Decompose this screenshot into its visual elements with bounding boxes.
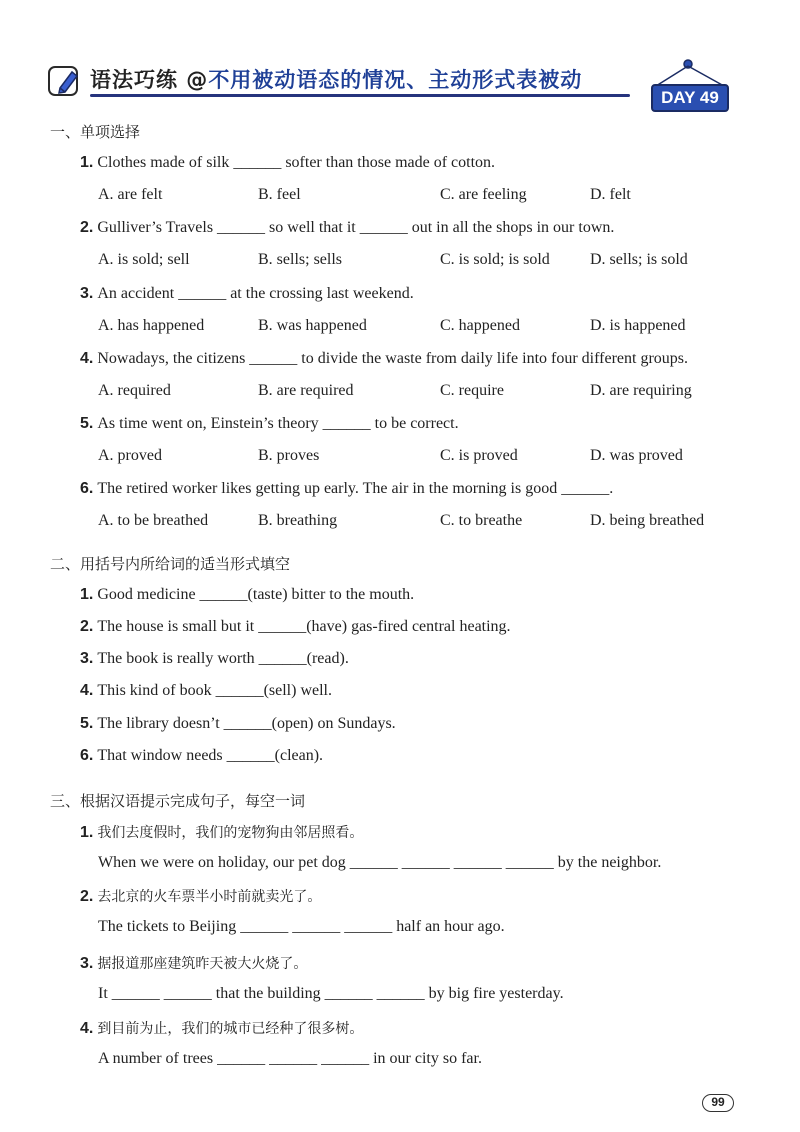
answer-option: B. sells; sells: [258, 251, 343, 268]
translation-prompt: [80, 1018, 363, 1038]
question-stem: [80, 219, 614, 237]
day-badge-sign: [648, 58, 734, 118]
pencil-icon: [48, 66, 78, 96]
answer-option: D. being breathed: [590, 512, 705, 529]
question-stem: [80, 480, 613, 498]
page-number: 99: [702, 1094, 734, 1112]
answer-option: A. is sold; sell: [98, 251, 190, 268]
fill-blank-item: [80, 586, 414, 604]
answer-option: B. proves: [258, 447, 320, 464]
page-header: [48, 64, 638, 104]
item-number: 6.: [80, 747, 94, 764]
question-number: 1.: [80, 154, 94, 171]
answer-option: C. require: [440, 382, 504, 399]
question-number: 6.: [80, 480, 94, 497]
question-number: 3.: [80, 285, 94, 302]
item-text: The library doesn’t ______(open) on Sundays.: [97, 715, 396, 732]
item-number: 2.: [80, 618, 94, 635]
question-text: An accident ______ at the crossing last weekend.: [97, 285, 414, 302]
fill-blank-item: [80, 650, 349, 668]
chinese-hint: 到目前为止，我们的城市已经种了很多树。: [97, 1021, 364, 1037]
title-underline: [90, 94, 630, 97]
answer-option: B. was happened: [258, 317, 367, 334]
item-number: 3.: [80, 650, 94, 667]
item-number: 1.: [80, 586, 94, 603]
answer-option: D. is happened: [590, 317, 686, 334]
english-sentence: It ______ ______ that the building ______ ______ by big fire yesterday.: [98, 985, 564, 1002]
question-stem: [80, 415, 459, 433]
translation-prompt: [80, 886, 321, 906]
question-stem: [80, 350, 688, 368]
answer-option: B. breathing: [258, 512, 338, 529]
section3-heading: 三、根据汉语提示完成句子，每空一词: [50, 792, 306, 810]
fill-blank-item: [80, 682, 332, 700]
question-stem: [80, 285, 414, 303]
question-text: The retired worker likes getting up early. The air in the morning is good ______.: [97, 480, 614, 497]
answer-option: A. has happened: [98, 317, 205, 334]
item-number: 1.: [80, 824, 94, 841]
answer-option: C. is proved: [440, 447, 518, 464]
section2-heading: 二、用括号内所给词的适当形式填空: [50, 555, 291, 573]
title-prefix: 语法巧练 @: [90, 68, 209, 92]
item-text: The house is small but it ______(have) gas-fired central heating.: [97, 618, 511, 635]
answer-option: A. proved: [98, 447, 162, 464]
english-sentence: When we were on holiday, our pet dog ______ ______ ______ ______ by the neighbor.: [98, 854, 662, 871]
chinese-hint: 我们去度假时，我们的宠物狗由邻居照看。: [97, 825, 364, 841]
answer-option: D. felt: [590, 186, 631, 203]
translation-prompt: [80, 953, 307, 973]
answer-option: A. required: [98, 382, 171, 399]
answer-option: A. are felt: [98, 186, 163, 203]
answer-option: B. are required: [258, 382, 354, 399]
item-number: 4.: [80, 1020, 94, 1037]
answer-option: C. are feeling: [440, 186, 527, 203]
day-badge: DAY 49: [651, 84, 729, 112]
answer-option: D. was proved: [590, 447, 683, 464]
english-sentence: The tickets to Beijing ______ ______ ______ half an hour ago.: [98, 918, 505, 935]
answer-option: D. sells; is sold: [590, 251, 688, 268]
chinese-hint: 据报道那座建筑昨天被大火烧了。: [97, 956, 308, 972]
section1-heading: 一、单项选择: [50, 123, 141, 141]
item-text: Good medicine ______(taste) bitter to the mouth.: [97, 586, 415, 603]
item-text: This kind of book ______(sell) well.: [97, 682, 332, 699]
title-topic: 不用被动语态的情况、主动形式表被动: [208, 68, 583, 92]
fill-blank-item: [80, 747, 323, 765]
question-number: 4.: [80, 350, 94, 367]
item-text: That window needs ______(clean).: [97, 747, 324, 764]
question-text: Nowadays, the citizens ______ to divide the waste from daily life into four different groups.: [97, 350, 689, 367]
answer-option: C. to breathe: [440, 512, 523, 529]
question-number: 2.: [80, 219, 94, 236]
page-title: [90, 64, 582, 94]
answer-option: A. to be breathed: [98, 512, 209, 529]
question-text: As time went on, Einstein’s theory ______ to be correct.: [97, 415, 459, 432]
translation-prompt: [80, 822, 363, 842]
question-text: Gulliver’s Travels ______ so well that it ______ out in all the shops in our town.: [97, 219, 615, 236]
fill-blank-item: [80, 715, 396, 733]
item-number: 4.: [80, 682, 94, 699]
answer-option: C. is sold; is sold: [440, 251, 550, 268]
fill-blank-item: [80, 618, 511, 636]
english-sentence: A number of trees ______ ______ ______ in our city so far.: [98, 1050, 482, 1067]
item-text: The book is really worth ______(read).: [97, 650, 349, 667]
answer-option: B. feel: [258, 186, 301, 203]
question-stem: [80, 154, 495, 172]
item-number: 2.: [80, 888, 94, 905]
chinese-hint: 去北京的火车票半小时前就卖光了。: [97, 889, 322, 905]
answer-option: C. happened: [440, 317, 520, 334]
item-number: 3.: [80, 955, 94, 972]
answer-option: D. are requiring: [590, 382, 692, 399]
question-text: Clothes made of silk ______ softer than those made of cotton.: [97, 154, 496, 171]
item-number: 5.: [80, 715, 94, 732]
question-number: 5.: [80, 415, 94, 432]
